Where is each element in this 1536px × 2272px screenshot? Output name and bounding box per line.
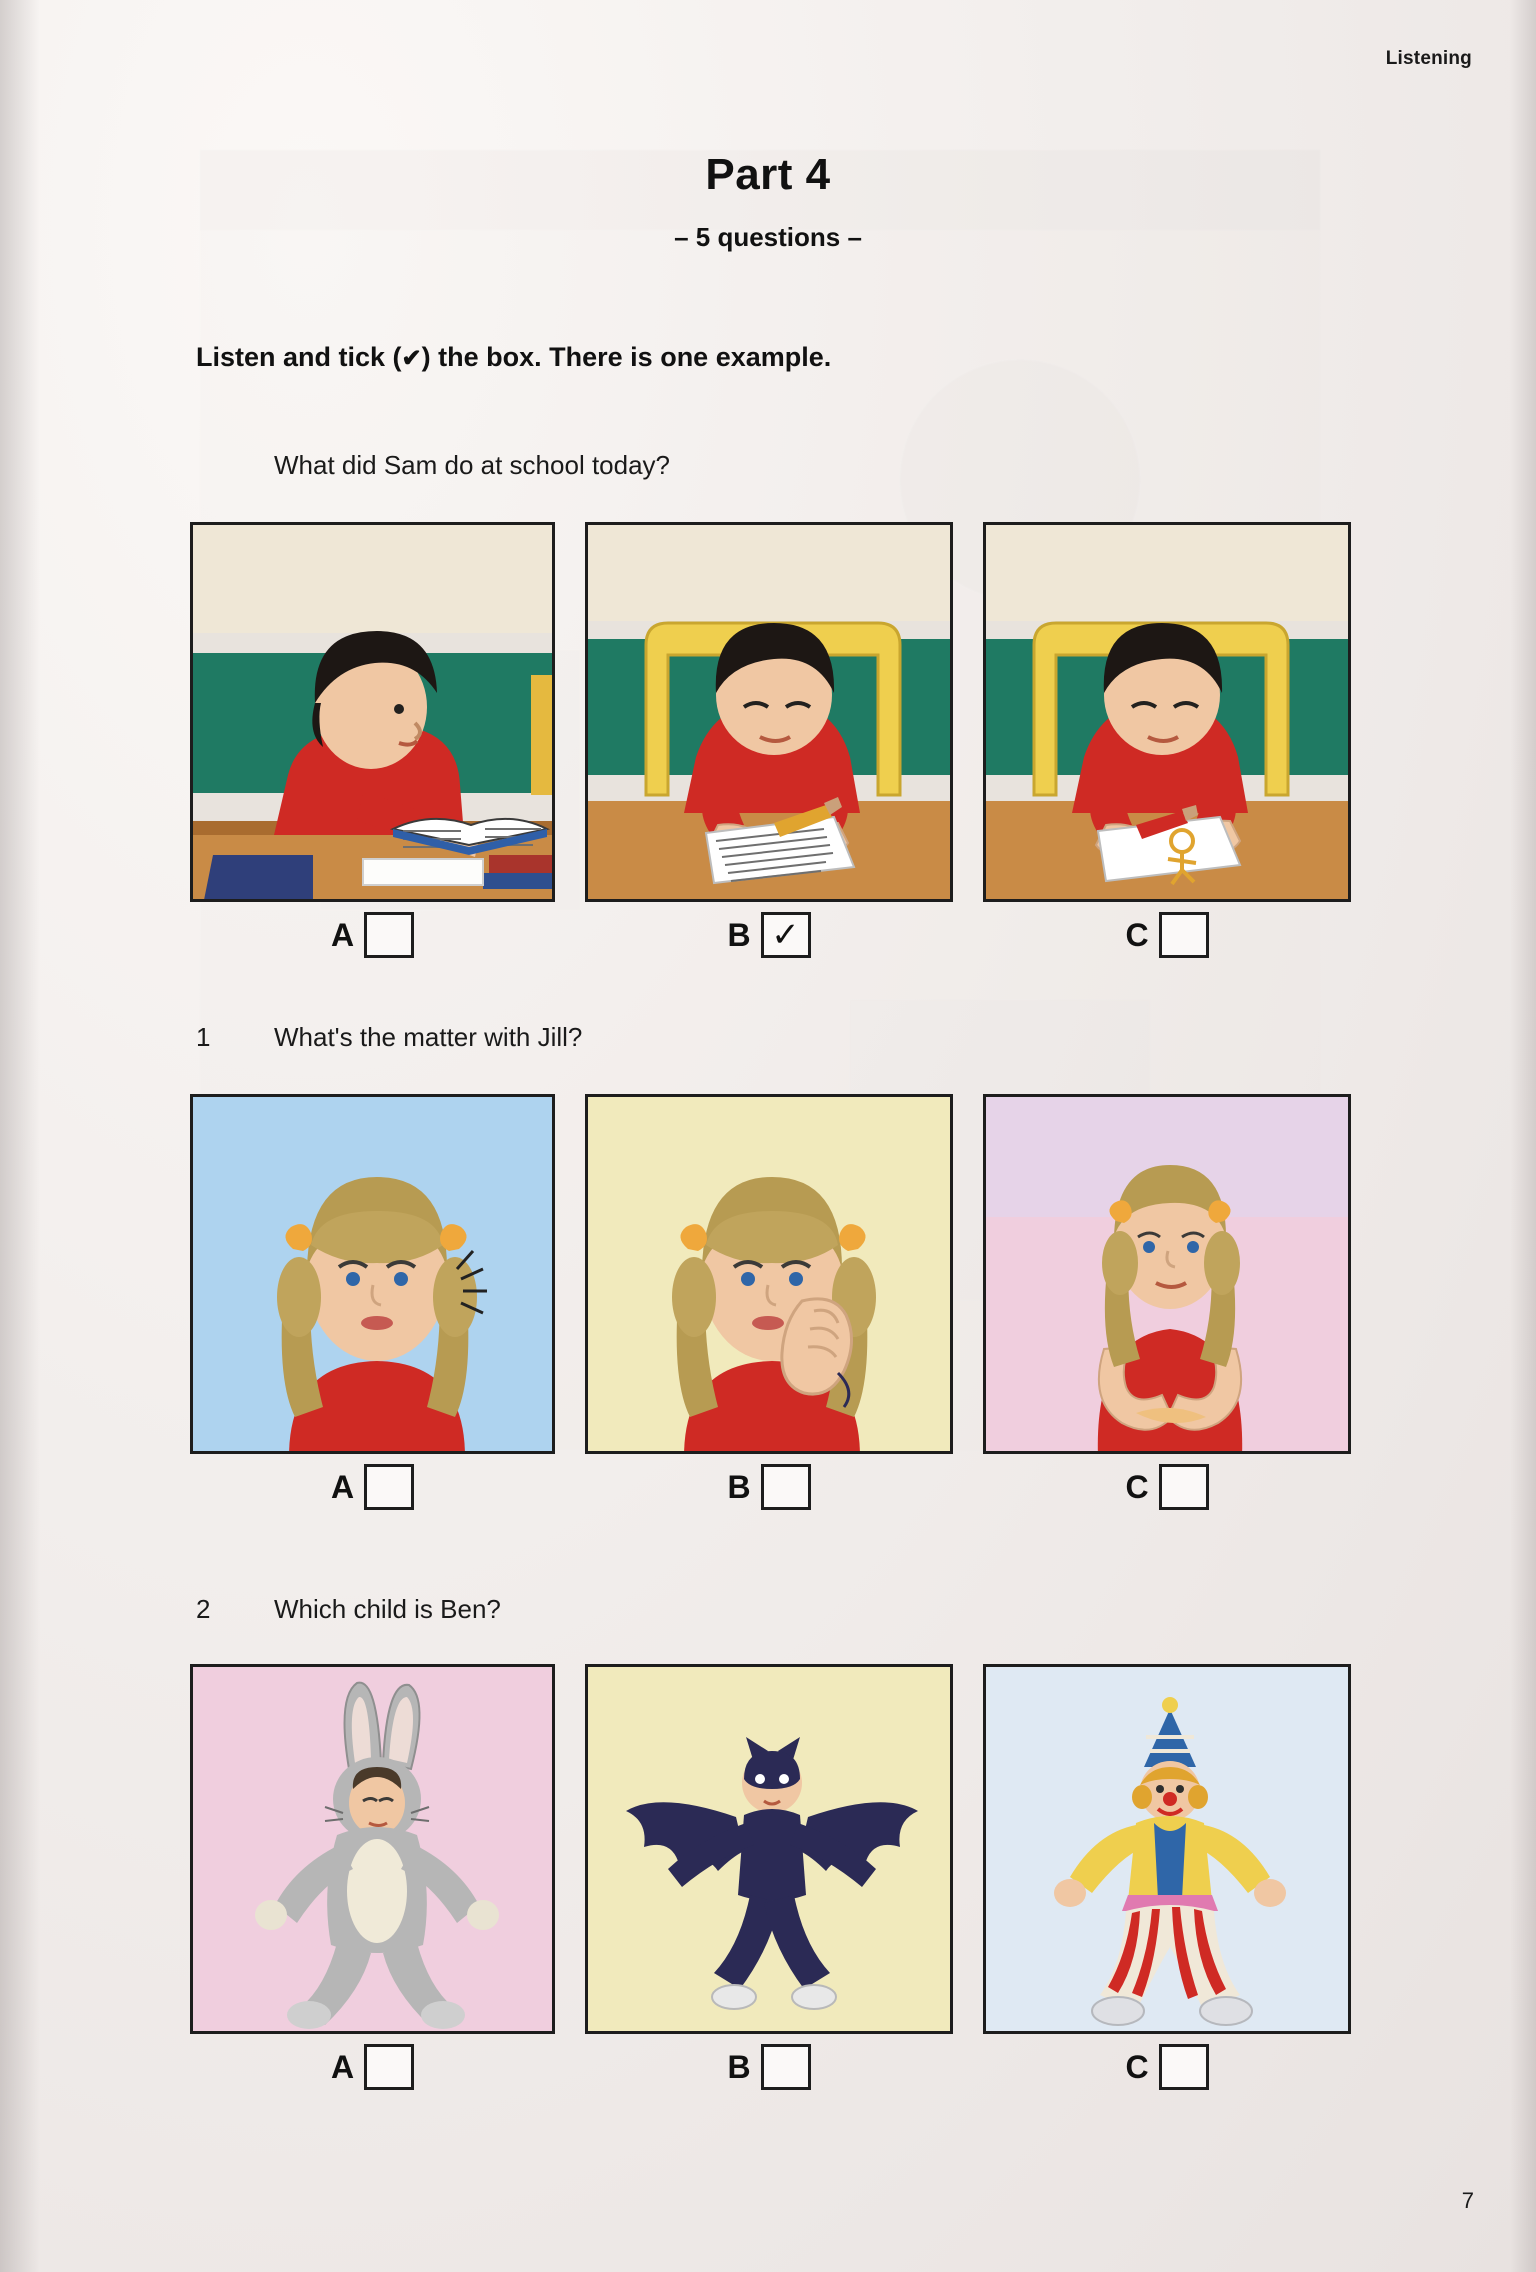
page-number: 7 [1461, 2188, 1474, 2213]
question-text-2: Which child is Ben? [274, 1594, 501, 1624]
option-checkbox-1-b[interactable] [761, 1464, 811, 1510]
question-prompt-1 [196, 1022, 582, 1053]
option-row-1-b [585, 1464, 953, 1510]
option-panel-example-c[interactable] [983, 522, 1351, 958]
picture-girl-earache [190, 1094, 555, 1454]
question-prompt-2 [196, 1594, 501, 1625]
option-row-example-b [585, 912, 953, 958]
picture-boy-reading-book [190, 522, 555, 902]
option-checkbox-example-a[interactable] [364, 912, 414, 958]
option-letter-1-c: C [1125, 1468, 1149, 1505]
option-letter-1-b: B [727, 1468, 751, 1505]
picture-girl-toothache [585, 1094, 953, 1454]
option-row-1-a [190, 1464, 555, 1510]
option-letter-1-a: A [330, 1468, 355, 1505]
option-letter-example-b: B [727, 916, 751, 953]
option-row-example-a [190, 912, 555, 958]
question-number-2: 2 [196, 1594, 211, 1624]
option-checkbox-example-c[interactable] [1159, 912, 1209, 958]
option-row-2-a [190, 2044, 555, 2090]
option-panel-2-a[interactable] [190, 1664, 555, 2090]
option-panel-2-b[interactable] [585, 1664, 953, 2090]
picture-boy-writing-page [585, 522, 953, 902]
question-text-1: What's the matter with Jill? [274, 1022, 583, 1052]
page-title: Part 4 [705, 150, 831, 199]
instruction-line [196, 342, 831, 373]
picture-child-bat-costume [585, 1664, 953, 2034]
option-letter-example-c: C [1125, 916, 1149, 953]
option-checkbox-1-a[interactable] [364, 1464, 414, 1510]
option-checkbox-1-c[interactable] [1159, 1464, 1209, 1510]
option-panel-2-c[interactable] [983, 1664, 1351, 2090]
picture-child-clown-costume [983, 1664, 1351, 2034]
picture-girl-stomachache [983, 1094, 1351, 1454]
picture-boy-drawing-picture [983, 522, 1351, 902]
tick-symbol: ✔ [401, 345, 422, 372]
option-panels-2 [190, 1664, 1380, 2090]
question-prompt-example [196, 450, 670, 481]
option-checkbox-2-b[interactable] [761, 2044, 811, 2090]
instruction-text-after: ) the box. There is one example. [421, 342, 832, 372]
option-panel-example-b[interactable] [585, 522, 953, 958]
option-checkbox-2-c[interactable] [1159, 2044, 1209, 2090]
option-letter-2-c: C [1125, 2048, 1149, 2085]
question-text-example: What did Sam do at school today? [274, 450, 671, 480]
instruction-text-before: Listen and tick ( [196, 342, 402, 372]
option-panel-1-b[interactable] [585, 1094, 953, 1510]
option-row-1-c [983, 1464, 1351, 1510]
option-checkbox-2-a[interactable] [364, 2044, 414, 2090]
option-panels-1 [190, 1094, 1380, 1510]
option-letter-2-b: B [727, 2048, 751, 2085]
option-panel-1-c[interactable] [983, 1094, 1351, 1510]
option-panels-example [190, 522, 1380, 958]
picture-child-rabbit-costume [190, 1664, 555, 2034]
option-row-2-b [585, 2044, 953, 2090]
option-row-2-c [983, 2044, 1351, 2090]
question-count: – 5 questions – [674, 222, 862, 252]
option-letter-2-a: A [330, 2048, 355, 2085]
option-letter-example-a: A [330, 916, 355, 953]
option-panel-example-a[interactable] [190, 522, 555, 958]
section-label: Listening [1385, 48, 1472, 69]
option-row-example-c [983, 912, 1351, 958]
option-panel-1-a[interactable] [190, 1094, 555, 1510]
question-number-1: 1 [196, 1022, 211, 1052]
option-checkbox-example-b[interactable]: ✓ [761, 912, 811, 958]
